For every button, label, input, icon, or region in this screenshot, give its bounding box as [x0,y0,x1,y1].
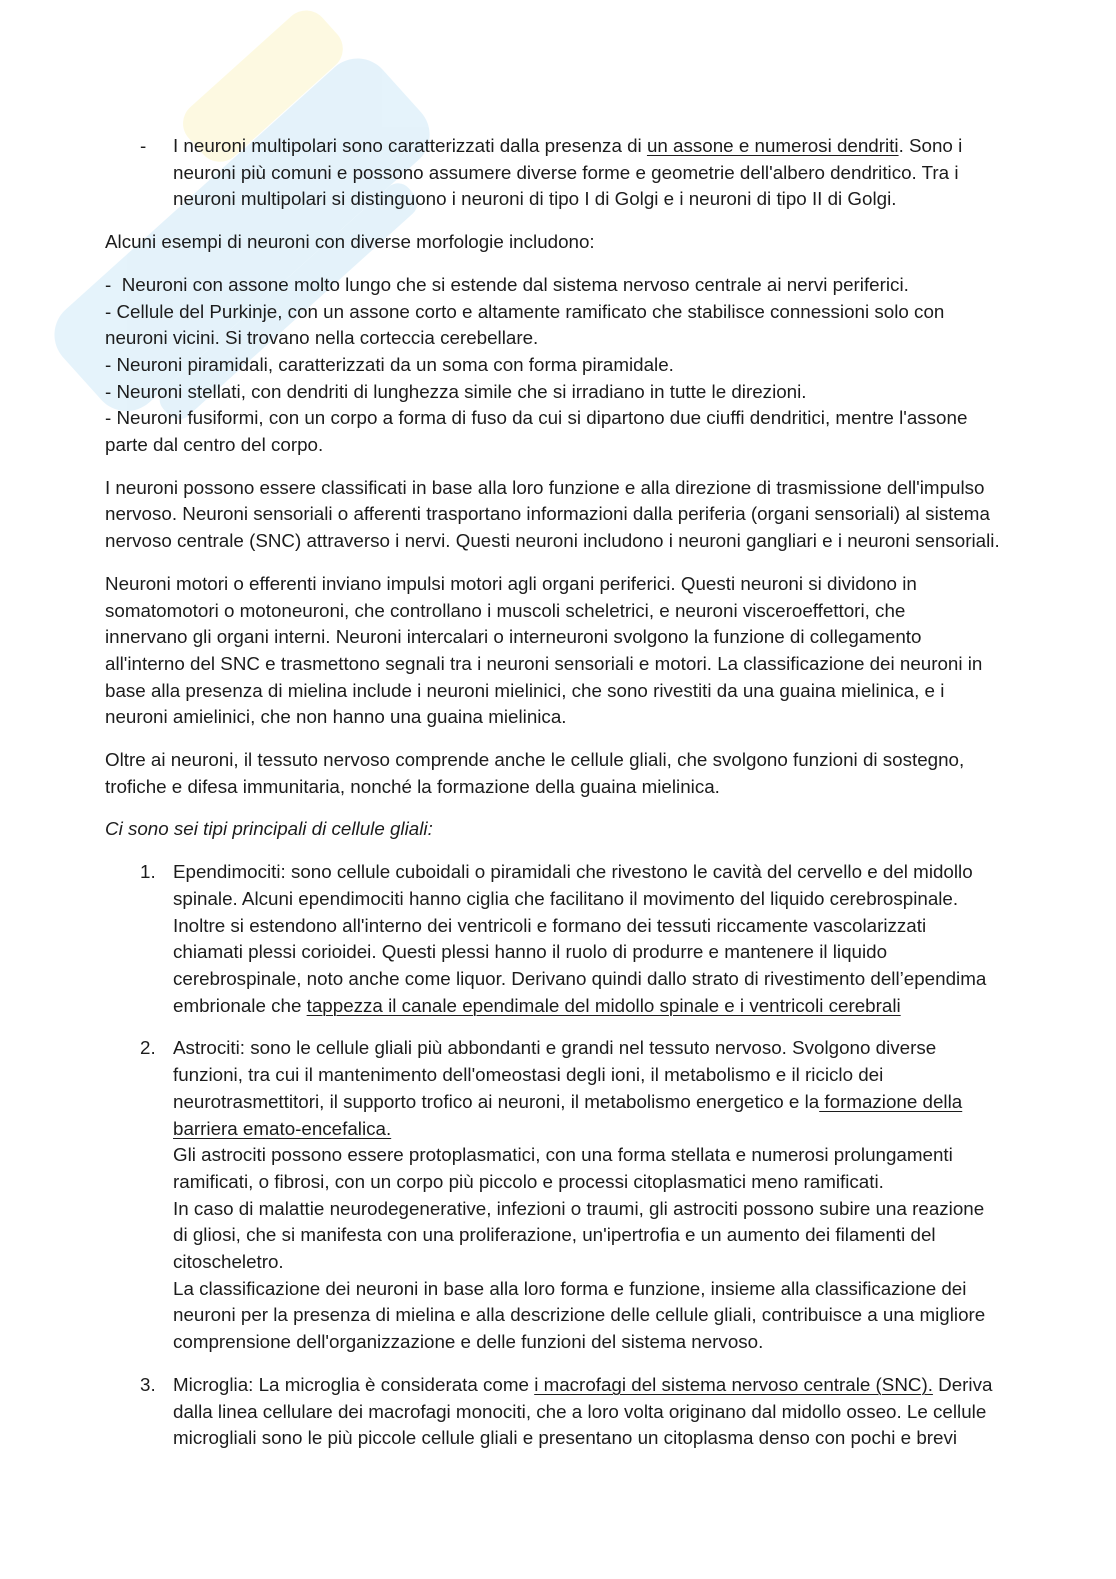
text-segment: Deriva [932,1373,993,1395]
text-line: dalla linea cellulare dei macrofagi monociti, che a loro volta originano dal midollo osseo. Le cellule [173,1400,987,1422]
paragraph-classificazione [105,475,1065,555]
text-line: neuroni vicini. Si trovano nella corteccia cerebellare. [105,327,539,349]
list-item-microglia [105,1372,1065,1452]
text-line: Alcuni esempi di neuroni con diverse morfologie includono: [105,231,595,253]
list-item-multipolari [105,133,1065,213]
text-line: neuroni amielinici, che non hanno una guaina mielinica. [105,706,567,728]
text-line: nervoso. Neuroni sensoriali o afferenti trasportano informazioni dalla periferia (organi sensoriali) al sistema [105,503,990,525]
text-line: - Neuroni piramidali, caratterizzati da un soma con forma piramidale. [105,353,674,375]
list-number: 2. [140,1037,156,1059]
text-line: base alla presenza di mielina include i neuroni mielinici, che sono rivestiti da una guaina mielinica, e i [105,679,945,701]
text-line: innervano gli organi interni. Neuroni intercalari o interneuroni svolgono la funzione di collegamento [105,626,922,648]
underlined-text: barriera emato-encefalica. [173,1117,392,1139]
list-item-astrociti [105,1035,1065,1355]
text-line: ramificati, o fibrosi, con un corpo più piccolo e processi citoplasmatici meno ramificati. [173,1170,884,1192]
text-line: - Neuroni stellati, con dendriti di lunghezza simile che si irradiano in tutte le direzioni. [105,380,807,402]
text-line: all'interno del SNC e trasmettono segnali tra i neuroni sensoriali e motori. La classificazione dei neuroni in [105,652,983,674]
text-line: parte dal centro del corpo. [105,434,324,456]
document-body [105,133,1065,1468]
text-line: cerebrospinale, noto anche come liquor. Derivano quindi dallo strato di rivestimento dell’ependima [173,967,987,989]
paragraph-esempi-intro [105,229,1065,256]
text-line [173,1372,1065,1399]
text-line [173,993,1065,1020]
list-item-ependimociti [105,859,1065,1019]
list-number: 1. [140,861,156,883]
text-line: - Neuroni con assone molto lungo che si estende dal sistema nervoso centrale ai nervi periferici. [105,273,909,295]
underlined-text: tappezza il canale ependimale del midollo spinale e i ventricoli cerebrali [306,994,901,1016]
text-line: neuroni per la presenza di mielina e alla descrizione delle cellule gliali, contribuisce a una migliore [173,1304,986,1326]
text-segment: . Sono i [898,135,963,156]
text-line: Gli astrociti possono essere protoplasmatici, con una forma stellata e numerosi prolungamenti [173,1144,953,1166]
underlined-text: i macrofagi del sistema nervoso centrale (SNC). [534,1373,933,1395]
text-line: chiamati plessi corioidei. Questi plessi hanno il ruolo di produrre e mantenere il liquido [173,941,888,963]
section-heading [105,816,1065,843]
text-line: La classificazione dei neuroni in base alla loro forma e funzione, insieme alla classificazione dei [173,1277,967,1299]
text-line: funzioni, tra cui il mantenimento dell'omeostasi degli ioni, il metabolismo e il riciclo dei [173,1064,884,1086]
text-segment: I neuroni multipolari sono caratterizzati dalla presenza di [173,135,647,156]
paragraph-esempi-list [105,272,1065,459]
text-line: Inoltre si estendono all'interno dei ventricoli e formano dei tessuti riccamente vascolarizzati [173,914,927,936]
text-line: Ci sono sei tipi principali di cellule gliali: [105,818,433,840]
text-line: - Cellule del Purkinje, con un assone corto e altamente ramificato che stabilisce connessioni solo con [105,300,945,322]
text-line: neuroni più comuni e possono assumere diverse forme e geometrie dell'albero dendritico. Tra i [173,161,959,183]
text-line: microgliali sono le più piccole cellule gliali e presentano un citoplasma denso con pochi e brevi [173,1427,958,1449]
text-line [173,133,1065,160]
text-segment: neurotrasmettitori, il supporto trofico ai neuroni, il metabolismo energetico e la [173,1090,820,1112]
text-segment: Microglia: La microglia è considerata come [173,1373,535,1395]
text-line: di gliosi, che si manifesta con una proliferazione, un'ipertrofia e un aumento dei filamenti del [173,1224,936,1246]
text-line: somatomotori o motoneuroni, che controllano i muscoli scheletrici, e neuroni visceroeffettori, che [105,599,906,621]
underlined-text: formazione della [819,1090,963,1112]
underlined-text: un assone e numerosi dendriti [646,135,899,156]
list-marker: - [140,135,147,156]
text-line [173,1116,1065,1143]
paragraph-neuroni-motori [105,571,1065,731]
text-line [173,1089,1065,1116]
text-line: trofiche e difesa immunitaria, nonché la formazione della guaina mielinica. [105,775,720,797]
text-line: spinale. Alcuni ependimociti hanno ciglia che facilitano il movimento del liquido cerebrospinale. [173,887,959,909]
text-line: Ependimociti: sono cellule cuboidali o piramidali che rivestono le cavità del cervello e del midollo [173,861,973,883]
text-segment: embrionale che [173,994,307,1016]
text-line: nervoso centrale (SNC) attraverso i nervi. Questi neuroni includono i neuroni gangliari e i neuroni sensoriali. [105,530,1000,552]
text-line: comprensione dell'organizzazione e delle funzioni del sistema nervoso. [173,1331,764,1353]
text-line: neuroni multipolari si distinguono i neuroni di tipo I di Golgi e i neuroni di tipo II di Golgi. [173,188,897,210]
list-number: 3. [140,1373,156,1395]
text-line: Neuroni motori o efferenti inviano impulsi motori agli organi periferici. Questi neuroni si dividono in [105,572,917,594]
text-line: I neuroni possono essere classificati in base alla loro funzione e alla direzione di trasmissione dell'impulso [105,476,985,498]
text-line: - Neuroni fusiformi, con un corpo a forma di fuso da cui si dipartono due ciuffi dendritici, mentre l'assone [105,407,968,429]
text-line: In caso di malattie neurodegenerative, infezioni o traumi, gli astrociti possono subire una reazione [173,1197,985,1219]
text-line: Astrociti: sono le cellule gliali più abbondanti e grandi nel tessuto nervoso. Svolgono diverse [173,1037,937,1059]
text-line: Oltre ai neuroni, il tessuto nervoso comprende anche le cellule gliali, che svolgono funzioni di sostegno, [105,749,965,771]
paragraph-cellule-gliali [105,747,1065,800]
text-line: citoscheletro. [173,1251,284,1273]
